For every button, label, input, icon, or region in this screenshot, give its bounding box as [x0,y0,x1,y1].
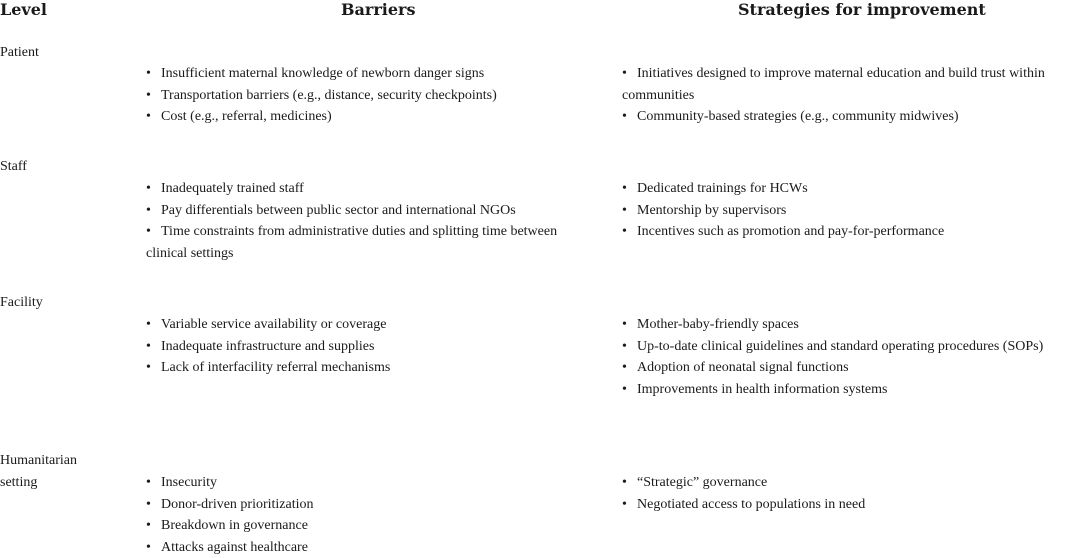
strategy-item: • Mother-baby-friendly spaces [622,314,1072,336]
strategy-item: • Initiatives designed to improve maternal education and build trust within communities [622,63,1072,106]
bullet-icon: • [146,221,161,243]
barrier-item: • Transportation barriers (e.g., distance, security checkpoints) [146,85,586,107]
level-label-humanitarian-setting: Humanitarian setting [0,450,110,493]
bullet-icon: • [146,178,161,200]
barriers-list-patient [146,63,586,128]
bullet-icon: • [622,379,637,401]
bullet-icon: • [146,357,161,379]
strategies-list-patient [622,63,1072,128]
barrier-item: • Breakdown in governance [146,515,586,537]
barriers-list-facility [146,314,586,379]
barrier-item: • Donor-driven prioritization [146,494,586,516]
bullet-icon: • [622,106,637,128]
column-header-strategies: Strategies for improvement [738,0,986,20]
column-header-barriers: Barriers [341,0,415,20]
strategy-item: • Dedicated trainings for HCWs [622,178,1072,200]
level-label-patient: Patient [0,42,120,64]
barrier-item: • Time constraints from administrative duties and splitting time between clinical settings [146,221,586,264]
bullet-icon: • [622,314,637,336]
bullet-icon: • [146,106,161,128]
bullet-icon: • [622,63,637,85]
level-label-staff: Staff [0,156,120,178]
strategies-list-humanitarian-setting [622,472,1072,515]
barrier-item: • Inadequate infrastructure and supplies [146,336,586,358]
barrier-item: • Lack of interfacility referral mechanisms [146,357,586,379]
barrier-item: • Insufficient maternal knowledge of newborn danger signs [146,63,586,85]
barrier-item: • Inadequately trained staff [146,178,586,200]
barriers-list-staff [146,178,586,264]
strategies-list-facility [622,314,1072,400]
barrier-item: • Attacks against healthcare [146,537,586,558]
bullet-icon: • [146,200,161,222]
bullet-icon: • [146,314,161,336]
strategies-list-staff [622,178,1072,243]
bullet-icon: • [622,357,637,379]
level-label-facility: Facility [0,292,120,314]
strategy-item: • Incentives such as promotion and pay-for-performance [622,221,1072,243]
strategy-item: • Improvements in health information systems [622,379,1072,401]
bullet-icon: • [146,515,161,537]
bullet-icon: • [622,178,637,200]
strategy-item: • Up-to-date clinical guidelines and standard operating procedures (SOPs) [622,336,1072,358]
bullet-icon: • [146,494,161,516]
barrier-item: • Insecurity [146,472,586,494]
strategy-item: • Mentorship by supervisors [622,200,1072,222]
barrier-item: • Pay differentials between public sector and international NGOs [146,200,586,222]
column-header-level: Level [0,0,47,20]
strategy-item: • Negotiated access to populations in need [622,494,1072,516]
strategy-item: • Adoption of neonatal signal functions [622,357,1072,379]
bullet-icon: • [622,221,637,243]
bullet-icon: • [622,494,637,516]
barrier-item: • Cost (e.g., referral, medicines) [146,106,586,128]
bullet-icon: • [146,63,161,85]
barriers-list-humanitarian-setting [146,472,586,558]
bullet-icon: • [622,336,637,358]
bullet-icon: • [146,336,161,358]
bullet-icon: • [146,85,161,107]
barrier-item: • Variable service availability or coverage [146,314,586,336]
bullet-icon: • [622,472,637,494]
bullet-icon: • [146,537,161,558]
bullet-icon: • [622,200,637,222]
strategy-item: • “Strategic” governance [622,472,1072,494]
bullet-icon: • [146,472,161,494]
strategy-item: • Community-based strategies (e.g., community midwives) [622,106,1072,128]
